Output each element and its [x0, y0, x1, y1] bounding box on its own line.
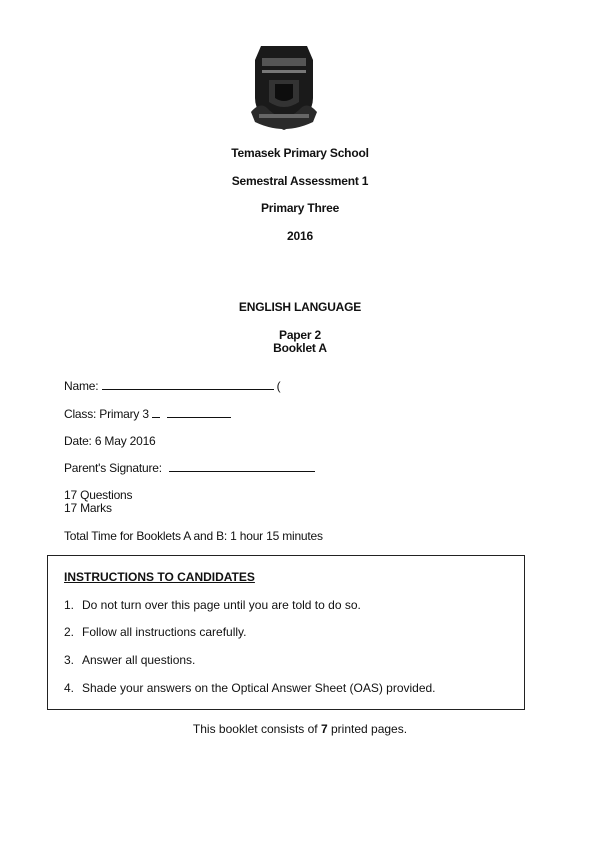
instruction-number: 3.: [64, 653, 75, 667]
footer-text: This booklet consists of: [192, 722, 321, 736]
assessment-title: Semestral Assessment 1: [231, 174, 369, 188]
instruction-item: [64, 625, 247, 639]
total-time: Total Time for Booklets A and B: 1 hour 15 minutes: [64, 529, 323, 543]
instruction-number: 2.: [64, 625, 75, 639]
class-blank[interactable]: [167, 407, 231, 418]
instruction-item: [64, 681, 436, 695]
name-paren: (: [276, 379, 281, 393]
instruction-text: Follow all instructions carefully.: [82, 625, 247, 639]
name-label: Name:: [64, 379, 99, 393]
name-blank[interactable]: [102, 379, 274, 390]
class-label: Class: Primary 3: [64, 407, 149, 421]
signature-label: Parent's Signature:: [64, 461, 162, 475]
signature-blank[interactable]: [169, 461, 315, 472]
footer-text-end: printed pages.: [327, 722, 408, 736]
date-field: Date: 6 May 2016: [64, 434, 156, 448]
class-blank-short: [152, 407, 160, 418]
instructions-title: INSTRUCTIONS TO CANDIDATES: [64, 570, 255, 584]
page-count: 7: [320, 722, 328, 736]
instruction-item: [64, 653, 195, 667]
paper-title: Paper 2: [279, 328, 321, 342]
instructions-box: [47, 555, 525, 710]
subject-title: ENGLISH LANGUAGE: [238, 300, 362, 314]
name-field: [64, 379, 280, 393]
instruction-number: 4.: [64, 681, 75, 695]
class-field: [64, 407, 231, 421]
instruction-text: Do not turn over this page until you are told to do so.: [82, 598, 361, 612]
questions-count: 17 Questions: [64, 488, 133, 502]
marks-count: 17 Marks: [64, 501, 112, 515]
instruction-text: Shade your answers on the Optical Answer Sheet (OAS) provided.: [82, 681, 436, 695]
level-title: Primary Three: [260, 201, 340, 215]
page-count-note: [0, 722, 600, 736]
instruction-text: Answer all questions.: [82, 653, 196, 667]
instruction-number: 1.: [64, 598, 75, 612]
signature-field: [64, 461, 315, 475]
school-crest-icon: [249, 40, 319, 132]
booklet-title: Booklet A: [273, 341, 327, 355]
year-title: 2016: [287, 229, 313, 243]
school-name: Temasek Primary School: [231, 146, 369, 160]
instruction-item: [64, 598, 361, 612]
